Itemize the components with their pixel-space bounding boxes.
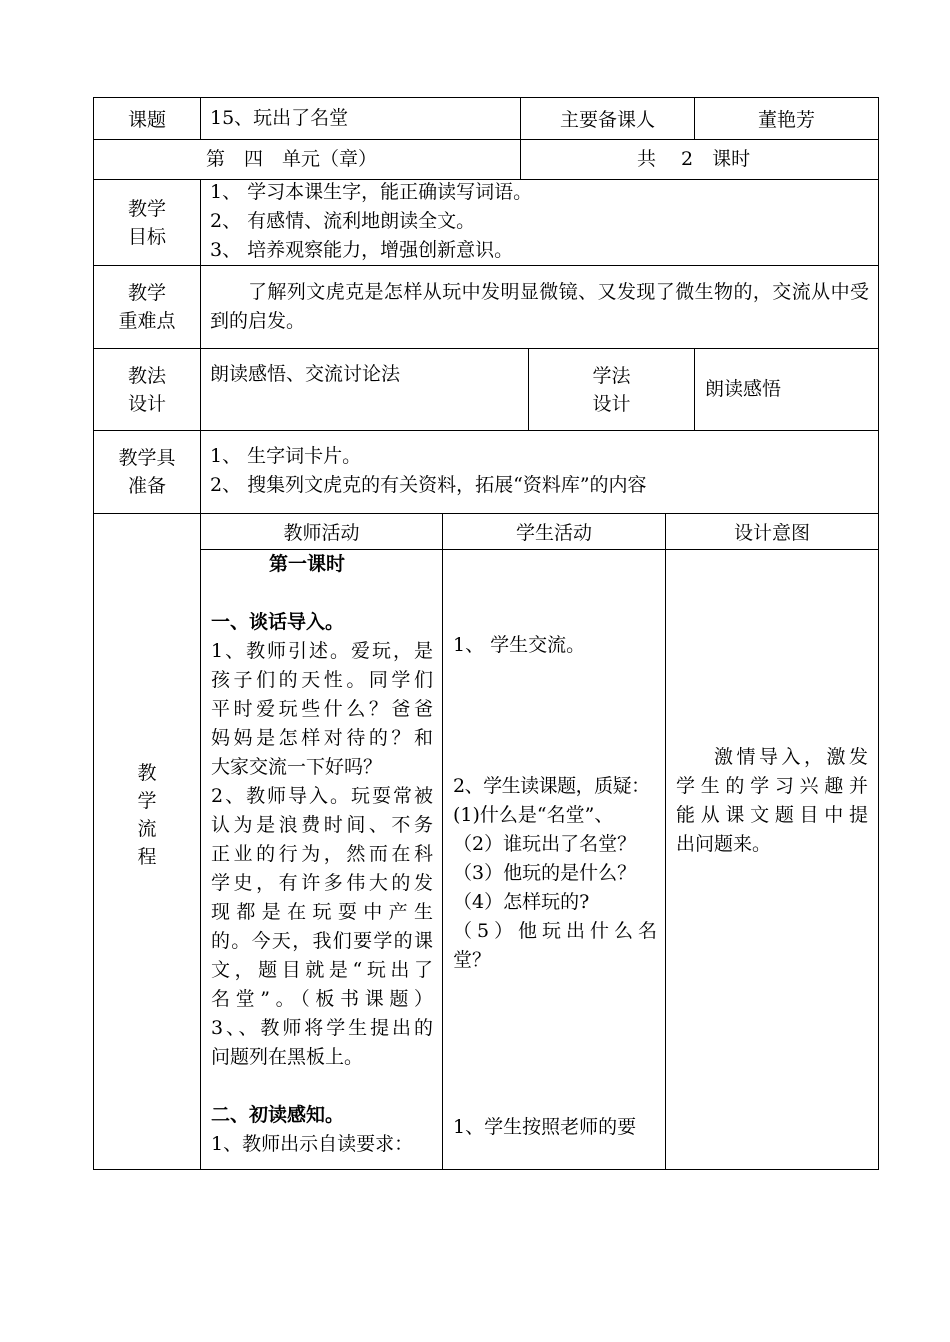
text-line: 3、、教师将学生提出的 — [211, 1017, 433, 1039]
list-item: 3、 培养观察能力，增强创新意识。 — [210, 239, 514, 261]
text-line: 2、学生读课题，质疑： — [453, 775, 650, 797]
topic-value: 15、玩出了名堂 — [210, 107, 349, 129]
preparer-label: 主要备课人 — [559, 109, 655, 131]
text-line: （5）他玩出什么名 — [453, 920, 657, 942]
keypoints-label — [94, 266, 200, 348]
text-line: 平时爱玩些什么？爸爸 — [211, 698, 433, 720]
text-line: 1、 学生交流。 — [453, 634, 586, 656]
col-header-teacher: 教师活动 — [283, 522, 360, 544]
list-item: 1、 学习本课生字，能正确读写词语。 — [210, 181, 533, 203]
text-line: 妈妈是怎样对待的？和 — [211, 727, 433, 749]
teacher-activity — [211, 550, 433, 1159]
text-line: 学史，有许多伟大的发 — [211, 872, 433, 894]
teach-method-value: 朗读感悟、交流讨论法 — [210, 363, 401, 385]
text-line: 大家交流一下好吗？ — [211, 756, 383, 778]
keypoints-text: 了解列文虎克是怎样从玩中发明显微镜、又发现了微生物的，交流从中受到的启发。 — [210, 281, 869, 332]
rule — [93, 265, 879, 266]
text-line: 1、教师出示自读要求： — [211, 1133, 414, 1155]
label-line: 程 — [137, 846, 157, 868]
topic-label: 课题 — [127, 109, 166, 131]
rule — [93, 1169, 879, 1170]
text-line: 孩子们的天性。同学们 — [211, 669, 433, 691]
rule — [200, 179, 201, 1170]
col-header-intent: 设计意图 — [733, 522, 810, 544]
text-line: （3）他玩的是什么？ — [453, 862, 637, 884]
label-line: 重难点 — [118, 310, 176, 332]
text-line: 现都是在玩耍中产生 — [211, 901, 433, 923]
rule — [665, 513, 666, 1170]
objectives-label — [94, 180, 200, 265]
learn-method-label — [529, 349, 694, 430]
learn-method-value: 朗读感悟 — [705, 378, 782, 400]
rule — [694, 348, 695, 431]
label-line: 教法 — [127, 364, 166, 387]
student-activity-1 — [453, 631, 657, 660]
student-activity-2 — [453, 772, 657, 975]
text-line: 的。今天，我们要学的课 — [211, 930, 433, 952]
rule — [93, 430, 879, 431]
student-activity-3 — [453, 1113, 657, 1142]
label-line: 目标 — [127, 225, 166, 248]
list-item: 2、 搜集列文虎克的有关资料，拓展“资料库”的内容 — [210, 474, 647, 496]
text-line: 正业的行为，然而在科 — [211, 843, 433, 865]
rule — [878, 97, 879, 1170]
preparer-value: 董艳芳 — [757, 109, 815, 131]
label-line: 教 — [137, 762, 157, 784]
text-line: 问题列在黑板上。 — [211, 1046, 364, 1068]
rule — [200, 97, 201, 140]
text-line: (1)什么是“名堂”、 — [453, 804, 614, 826]
col-header-student: 学生活动 — [515, 522, 592, 544]
label-line: 准备 — [127, 475, 166, 497]
label-line: 学 — [137, 790, 157, 812]
text-line: 出问题来。 — [676, 833, 772, 855]
list-item: 2、 有感情、流利地朗读全文。 — [210, 210, 476, 232]
text-line: 激情导入，激发 — [714, 746, 868, 768]
label-line: 流 — [137, 818, 157, 840]
materials-label — [94, 431, 200, 513]
lesson-title: 第一课时 — [268, 553, 345, 575]
section-heading: 一、谈话导入。 — [211, 611, 345, 633]
label-line: 教学 — [127, 282, 166, 304]
section-heading: 二、初读感知。 — [211, 1104, 345, 1126]
rule — [442, 513, 443, 1170]
text-line: 1、学生按照老师的要 — [453, 1116, 637, 1138]
text-line: 认为是浪费时间、不务 — [211, 814, 433, 836]
text-line: 2、教师导入。玩耍常被 — [211, 785, 433, 807]
list-item: 1、 生字词卡片。 — [210, 445, 362, 467]
teach-method-label — [94, 349, 200, 430]
materials-list — [210, 442, 870, 500]
text-line: （2）谁玩出了名堂？ — [453, 833, 637, 855]
label-line: 学法 — [592, 364, 631, 387]
hours-label: 共 2 课时 — [637, 148, 751, 170]
label-line: 教学具 — [118, 447, 176, 469]
process-label — [94, 740, 200, 890]
text-line: （4）怎样玩的? — [453, 891, 590, 913]
text-line: 能从课文题目中提 — [676, 804, 868, 826]
objectives-list — [210, 178, 870, 265]
text-line: 学生的学习兴趣并 — [676, 775, 868, 797]
design-intent — [676, 743, 868, 859]
text-line: 名堂”。（板书课题） — [211, 988, 433, 1010]
label-line: 教学 — [127, 197, 166, 220]
text-line: 文，题目就是“玩出了 — [211, 959, 433, 981]
unit-label: 第 四 单元（章） — [206, 148, 378, 170]
label-line: 设计 — [592, 392, 631, 415]
text-line: 1、教师引述。爱玩，是 — [211, 640, 433, 662]
text-line: 堂？ — [453, 949, 492, 971]
label-line: 设计 — [127, 392, 166, 415]
